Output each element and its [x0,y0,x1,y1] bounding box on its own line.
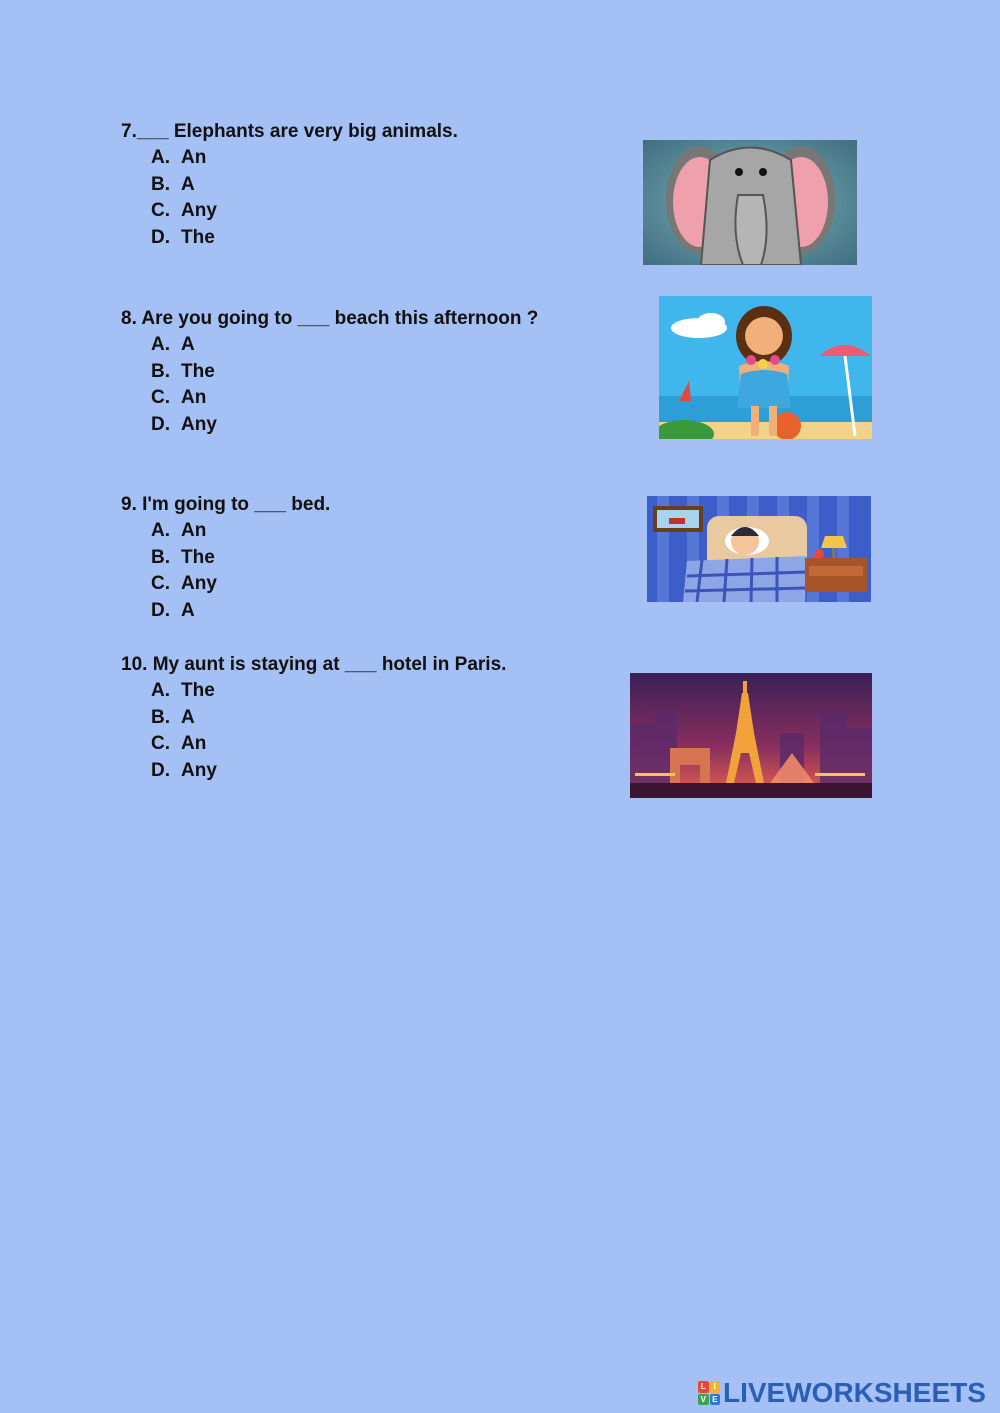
question-8 [121,306,538,438]
option-c[interactable]: C. Any [151,200,217,221]
options-list [121,145,458,251]
option-d[interactable]: D. The [151,226,215,248]
liveworksheets-logo[interactable] [698,1378,986,1408]
option-b[interactable]: B. The [151,360,215,382]
question-7 [121,119,458,251]
liveworksheets-logo-icon: L I V E [698,1381,720,1405]
options-list [121,332,538,438]
option-a[interactable]: A. An [151,147,207,168]
option-d[interactable]: D. Any [151,759,217,781]
option-d[interactable]: D. A [151,599,195,621]
option-b[interactable]: B. The [151,546,215,568]
question-text: 8. Are you going to ___ beach this afternoon ? [121,308,539,329]
bedroom-image [647,496,871,602]
option-a[interactable]: A. The [151,680,215,701]
option-b[interactable]: B. A [151,706,195,728]
option-a[interactable]: A. A [151,334,195,355]
beach-image [659,296,872,439]
brand-name: LIVEWORKSHEETS [723,1377,986,1408]
paris-image [630,673,872,798]
options-list [121,518,330,624]
options-list [121,678,506,784]
question-10 [121,652,506,784]
option-d[interactable]: D. Any [151,413,217,435]
question-text: 7.___ Elephants are very big animals. [121,121,458,142]
question-text: 9. I'm going to ___ bed. [121,494,331,515]
option-b[interactable]: B. A [151,173,195,195]
question-text: 10. My aunt is staying at ___ hotel in Paris. [121,654,507,675]
option-a[interactable]: A. An [151,520,207,541]
elephant-image [643,140,857,265]
option-c[interactable]: C. An [151,733,207,754]
question-9 [121,492,330,624]
option-c[interactable]: C. Any [151,573,217,594]
option-c[interactable]: C. An [151,387,207,408]
